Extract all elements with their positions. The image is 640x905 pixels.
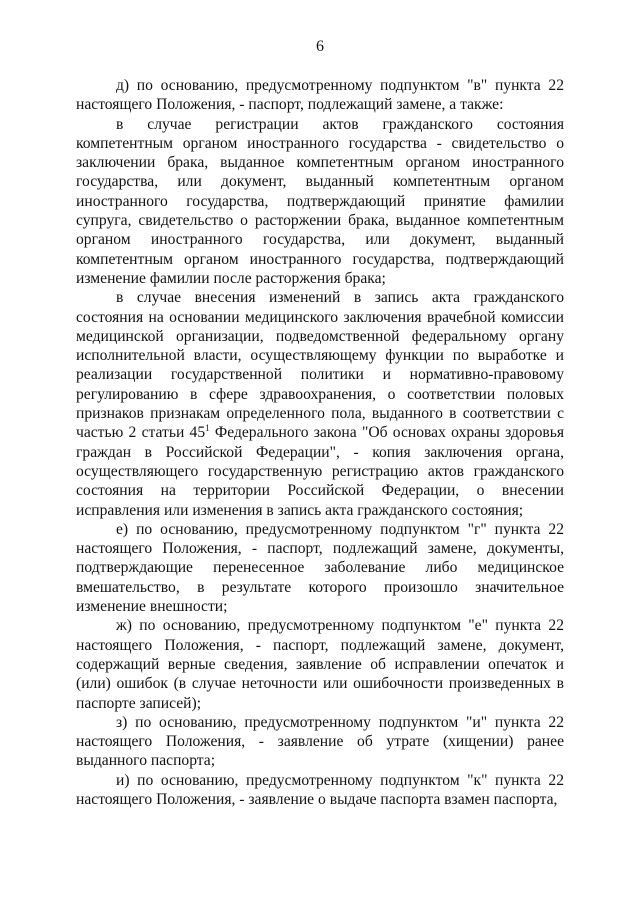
paragraph-zh: ж) по основанию, предусмотренному подпунктом "е" пункта 22 настоящего Положения, - паспорт, подлежащий замене, документ, содержащий верные сведения, заявление об исправлении опечаток и (или) ошибок (в случае неточности или ошибочности произведенных в паспорте записей); (76, 617, 564, 712)
paragraph-foreign-registration: в случае регистрации актов гражданского состояния компетентным органом иностранного государства - свидетельство о заключении брака, выданное компетентным органом иностранного государства, или документ, выданный компетентным органом иностранного государства, подтверждающий принятие фамилии супруга, свидетельство о расторжении брака, выданное компетентным органом иностранного государства, или документ, выданный компетентным органом иностранного государства, подтверждающий изменение фамилии после расторжения брака; (76, 115, 564, 287)
footnote-superscript: 1 (205, 423, 210, 434)
paragraph-text-part-2: Федерального закона "Об основах охраны здоровья граждан в Российской Федерации", - копия заключения органа, осуществляющего государственную регистрацию актов гражданского состояния на территории Российской Федерации, о внесении исправления или изменения в запись акта гражданского состояния; (76, 424, 565, 519)
document-body (76, 76, 564, 809)
page-number: 6 (316, 38, 324, 55)
paragraph-z: з) по основанию, предусмотренному подпунктом "и" пункта 22 настоящего Положения, - заявление об утрате (хищении) ранее выданного паспорта; (76, 713, 564, 770)
paragraph-i: и) по основанию, предусмотренному подпунктом "к" пункта 22 настоящего Положения, - заявление о выдаче паспорта взамен паспорта, (76, 771, 564, 808)
paragraph-d: д) по основанию, предусмотренному подпунктом "в" пункта 22 настоящего Положения, - паспорт, подлежащий замене, а также: (76, 77, 564, 114)
paragraph-text-part-1: в случае внесения изменений в запись акта гражданского состояния на основании медицинского заключения врачебной комиссии медицинской организации, подведомственной федеральному органу исполнительной власти, осуществляющему функции по выработке и реализации государственной политики и нормативно-правовому регулированию в сфере здравоохранения, о соответствии половых признаков признакам определенного пола, выданного в соответствии с частью 2 статьи 45 (76, 289, 564, 442)
paragraph-e: е) по основанию, предусмотренному подпунктом "г" пункта 22 настоящего Положения, - паспорт, подлежащий замене, документы, подтверждающие перенесенное заболевание либо медицинское вмешательство, в результате которого произошло значительное изменение внешности; (76, 520, 564, 616)
paragraph-record-changes (76, 288, 564, 520)
